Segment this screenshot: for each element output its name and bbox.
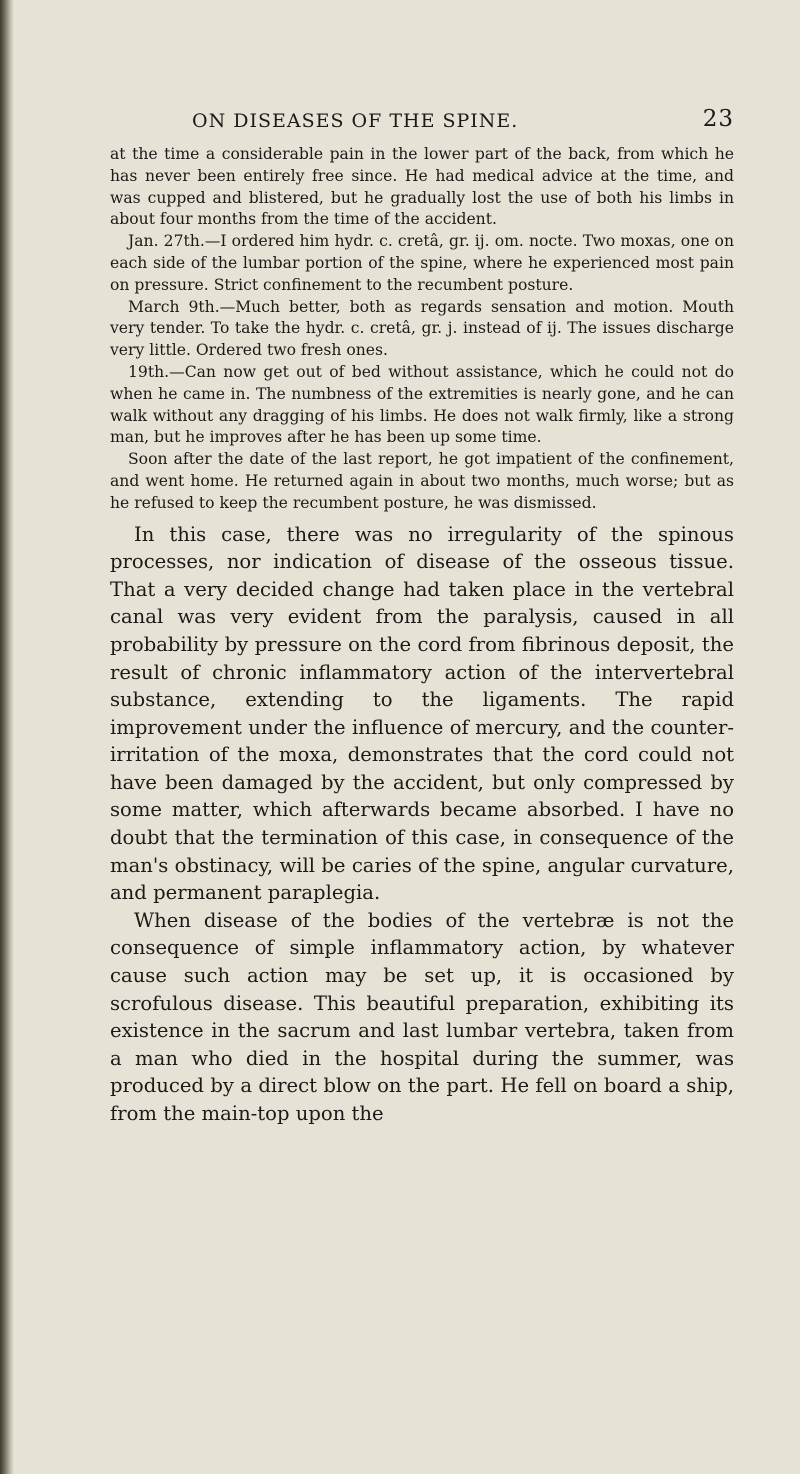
book-gutter-shadow	[0, 0, 14, 1474]
case-note-paragraph: Soon after the date of the last report, he got impatient of the confinement, and went home. He returned again in about two months, much worse; but as he refused to keep the recumbent posture, he was dismissed.	[110, 450, 734, 512]
case-note-paragraph: 19th.—Can now get out of bed without assistance, which he could not do when he came in. The numbness of the extremities is nearly gone, and he can walk without any dragging of his limbs. He does not walk firmly, like a strong man, but he improves after he has been up some time.	[110, 362, 734, 447]
page-number: 23	[702, 106, 734, 132]
running-head: ON DISEASES OF THE SPINE.	[192, 110, 519, 132]
page-header	[110, 104, 734, 138]
commentary-paragraph: In this case, there was no irregularity of the spinous processes, nor indication of disease of the osseous tissue. That a very decided change had taken place in the vertebral canal was very evident from the paralysis, caused in all probability by pressure on the cord from fibrinous deposit, the result of chronic inflammatory action of the intervertebral substance, extending to the ligaments. The rapid improvement under the influence of mercury, and the counter-irritation of the moxa, demonstrates that the cord could not have been damaged by the accident, but only compressed by some matter, which afterwards became absorbed. I have no doubt that the termination of this case, in consequence of the man's obstinacy, will be caries of the spine, angular curvature, and permanent paraplegia.	[110, 522, 734, 905]
case-note-paragraph: Jan. 27th.—I ordered him hydr. c. cretâ, gr. ij. om. nocte. Two moxas, one on each side of the lumbar portion of the spine, where he experienced most pain on pressure. Strict confinement to the recumbent posture.	[110, 232, 734, 294]
commentary	[110, 521, 734, 1128]
commentary-paragraph: When disease of the bodies of the vertebræ is not the consequence of simple inflammatory action, by whatever cause such action may be set up, it is occasioned by scrofulous disease. This beautiful preparation, exhibiting its existence in the sacrum and last lumbar vertebra, taken from a man who died in the hospital during the summer, was produced by a direct blow on the part. He fell on board a ship, from the main-top upon the	[110, 908, 734, 1126]
case-notes	[110, 144, 734, 515]
case-note-paragraph: at the time a considerable pain in the lower part of the back, from which he has never been entirely free since. He had medical advice at the time, and was cupped and blistered, but he gradually lost the use of both his limbs in about four months from the time of the accident.	[110, 145, 734, 229]
book-page	[110, 104, 734, 1128]
case-note-paragraph: March 9th.—Much better, both as regards sensation and motion. Mouth very tender. To take the hydr. c. cretâ, gr. j. instead of ij. The issues discharge very little. Ordered two fresh ones.	[110, 297, 734, 360]
